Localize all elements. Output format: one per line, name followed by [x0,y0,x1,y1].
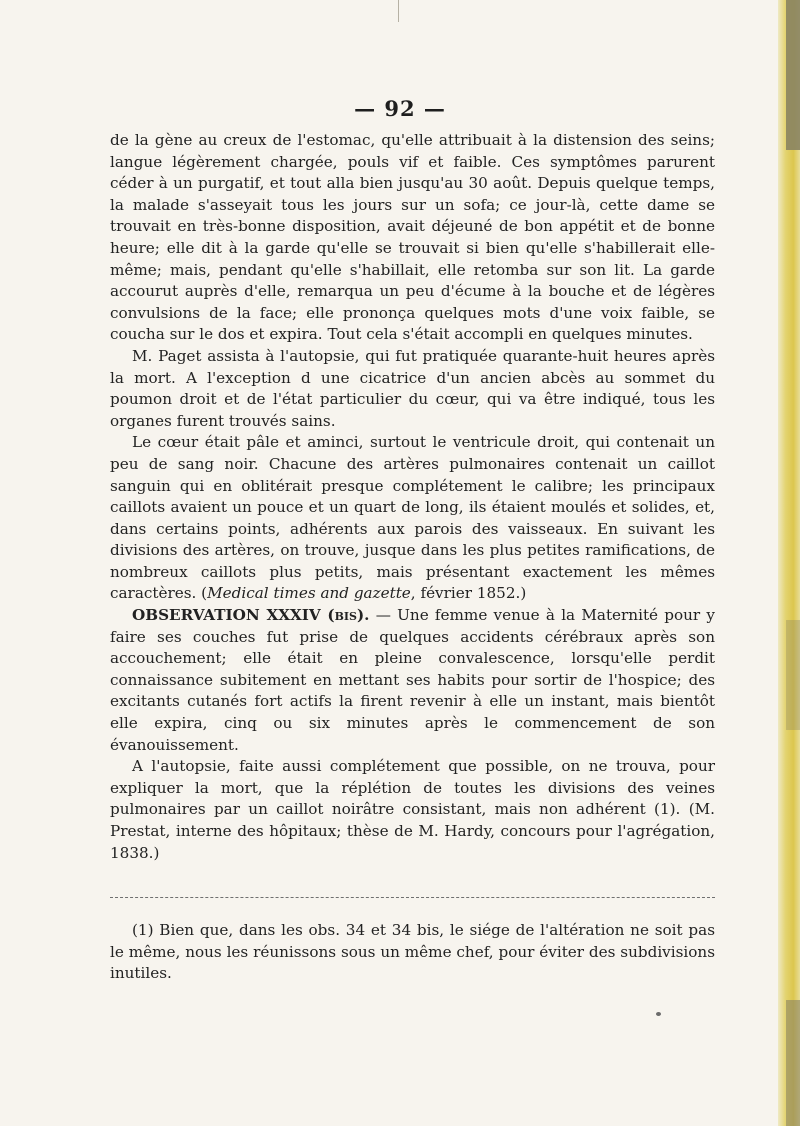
paragraph-symptoms: de la gène au creux de l'estomac, qu'elle attribuait à la distension des seins; langue légèrement chargée, pouls vif et faible. Ces symptômes parurent céder à un purgatif, et tout alla bien jusqu'au 30 août. Depuis quelque temps, la malade s'asseyait tous les jours sur un sofa; ce jour-là, cette dame se trouvait en très-bonne disposition, avait déjeuné de bon appétit et de bonne heure; elle dit à la garde qu'elle se trouvait si bien qu'elle s'habillerait elle-même; mais, pendant qu'elle s'habillait, elle retomba sur son lit. La garde accourut auprès d'elle, remarqua un peu d'écume à la bouche et de légères convulsions de la face; elle prononça quelques mots d'une voix faible, se coucha sur le dos et expira. Tout cela s'était accompli en quelques minutes. [110,131,715,344]
footnote-divider [110,897,715,898]
footnote-text: (1) Bien que, dans les obs. 34 et 34 bis, le siége de l'altération ne soit pas le même, nous les réunissons sous un même chef, pour éviter des subdivisions inutiles. [110,921,715,983]
page-edge-shadow-bottom [786,1000,800,1126]
page-number: — 92 — [354,96,446,121]
ink-speck [656,1012,661,1016]
page-edge-shadow-middle [786,620,800,730]
paragraph-observation [110,605,715,756]
heart-description: Le cœur était pâle et aminci, surtout le ventricule droit, qui contenait un peu de sang noir. Chacune des artères pulmonaires contenait un caillot sanguin qui en oblitérait presque complétement le calibre; les principaux caillots avaient un pouce et un quart de long, ils étaient moulés et solides, et, dans certains points, adhérents aux parois des vaisseaux. En suivant les divisions des artères, on trouve, jusque dans les plus petites ramifications, de nombreux caillots plus petits, mais présentant exactement les mêmes caractères. [110,433,715,603]
citation-open: ( [196,584,208,603]
paragraph-heart [110,432,715,605]
page-edge-strip [778,0,800,1126]
footnote [110,920,715,985]
main-text [110,130,715,864]
scan-tick-mark [398,0,399,22]
paragraph-autopsy-paget: M. Paget assista à l'autopsie, qui fut pratiquée quarante-huit heures après la mort. A l'exception d une cicatrice d'un ancien abcès au sommet du poumon droit et de l'état particulier du cœur, qui va être indiqué, tous les organes furent trouvés sains. [110,346,715,430]
citation-journal: Medical times and gazette [207,584,411,603]
paragraph-observation-autopsy: A l'autopsie, faite aussi complétement que possible, on ne trouva, pour expliquer la mort, que la réplétion de toutes les divisions des veines pulmonaires par un caillot noirâtre consistant, mais non adhérent (1). (M. Prestat, interne des hôpitaux; thèse de M. Hardy, concours pour l'agrégation, 1838.) [110,757,715,862]
observation-heading: OBSERVATION XXXIV (bis). [132,606,370,625]
observation-text: — Une femme venue à la Maternité pour y faire ses couches fut prise de quelques accidents cérébraux après son accouchement; elle était en pleine convalescence, lorsqu'elle perdit connaissance subitement en mettant ses habits pour sortir de l'hospice; des excitants cutanés fort actifs la firent revenir à elle un instant, mais bientôt elle expira, cinq ou six minutes après le commencement de son évanouissement. [110,606,715,754]
page-edge-shadow-top [786,0,800,150]
citation-date: , février 1852.) [410,584,527,603]
